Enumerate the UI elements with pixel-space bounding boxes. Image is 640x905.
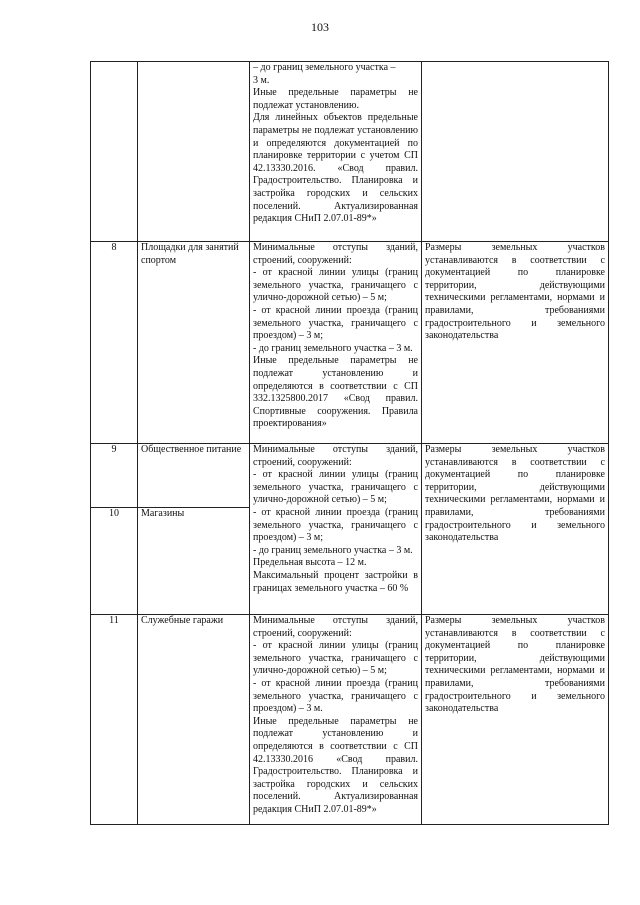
table-row-9: [91, 444, 609, 508]
param-text: – до границ земельного участка –: [253, 62, 396, 73]
row-size-requirements: [422, 62, 609, 242]
row-size-requirements: Размеры земельных участков устанавливаются в соответствии с документацией по планировке территории, действующими техническими регламентами, нормами и правилами, требованиями градостроительного и земельного законодательства: [422, 242, 609, 444]
row-name: Магазины: [138, 508, 250, 615]
param-text: - от красной линии проезда (границ земельного участка, граничащего с проездом) – 3 м.: [253, 677, 418, 715]
row-parameters: [250, 242, 422, 444]
param-text: - от красной линии улицы (границ земельного участка, граничащего с улично-дорожной сетью) – 5 м;: [253, 469, 418, 506]
param-text: Иные предельные параметры не подлежат установлению и определяются в соответствии с СП 332.1325800.2017 «Свод правил. Спортивные сооружения. Правила проектирования»: [253, 355, 418, 430]
table-row-11: [91, 615, 609, 825]
param-text: Иные предельные параметры не подлежат установлению и определяются в соответствии с СП 42.13330.2016 «Свод правил. Градостроительство. Планировка и застройка городских и сельских поселений. Актуализированная редакция СНиП 2.07.01-89*»: [253, 715, 418, 815]
row-parameters: [250, 615, 422, 825]
table-row-8: [91, 242, 609, 444]
param-text: Предельная высота – 12 м.: [253, 557, 367, 569]
table-row-continuation: [91, 62, 609, 242]
param-text: 3 м.: [253, 74, 270, 86]
land-use-table: [90, 61, 609, 825]
param-text: Максимальный процент застройки в границах земельного участка – 60 %: [253, 569, 418, 594]
row-parameters: [250, 62, 422, 242]
param-text: Иные предельные параметры не подлежат установлению.: [253, 87, 418, 111]
param-text: - от красной линии проезда (границ земельного участка, граничащего с проездом) – 3 м;: [253, 506, 418, 544]
param-text: - от красной линии улицы (границ земельного участка, граничащего с улично-дорожной сетью) – 5 м;: [253, 640, 418, 677]
row-parameters: [250, 444, 422, 615]
param-text: Минимальные отступы зданий, строений, сооружений:: [253, 444, 418, 468]
row-name: [138, 62, 250, 242]
row-number: [91, 62, 138, 242]
row-number: 8: [91, 242, 138, 444]
param-text: - от красной линии улицы (границ земельного участка, граничащего с улично-дорожной сетью) – 5 м;: [253, 267, 418, 304]
row-number: 9: [91, 444, 138, 508]
param-text: - до границ земельного участка – 3 м.: [253, 342, 413, 354]
param-text: Для линейных объектов предельные параметры не подлежат установлению и определяются документацией по планировке территории с учетом СП 42.13330.2016. «Свод правил. Градостроительство. Планировка и застройка городских и сельских поселений. Актуализированная редакция СНиП 2.07.01-89*»: [253, 112, 418, 225]
row-size-requirements: Размеры земельных участков устанавливаются в соответствии с документацией по планировке территории, действующими техническими регламентами, нормами и правилами, требованиями градостроительного и земельного законодательства: [422, 615, 609, 825]
param-text: - от красной линии проезда (границ земельного участка, граничащего с проездом) – 3 м;: [253, 304, 418, 342]
param-text: Минимальные отступы зданий, строений, сооружений:: [253, 615, 418, 639]
row-name: Площадки для занятий спортом: [138, 242, 250, 444]
param-text: Минимальные отступы зданий, строений, сооружений:: [253, 242, 418, 266]
row-name: Служебные гаражи: [138, 615, 250, 825]
page-number: 103: [311, 20, 329, 34]
row-number: 11: [91, 615, 138, 825]
row-number: 10: [91, 508, 138, 615]
param-text: - до границ земельного участка – 3 м.: [253, 544, 413, 556]
row-size-requirements: Размеры земельных участков устанавливаются в соответствии с документацией по планировке территории, действующими техническими регламентами, нормами и правилами, требованиями градостроительного и земельного законодательства: [422, 444, 609, 615]
row-name: Общественное питание: [138, 444, 250, 508]
